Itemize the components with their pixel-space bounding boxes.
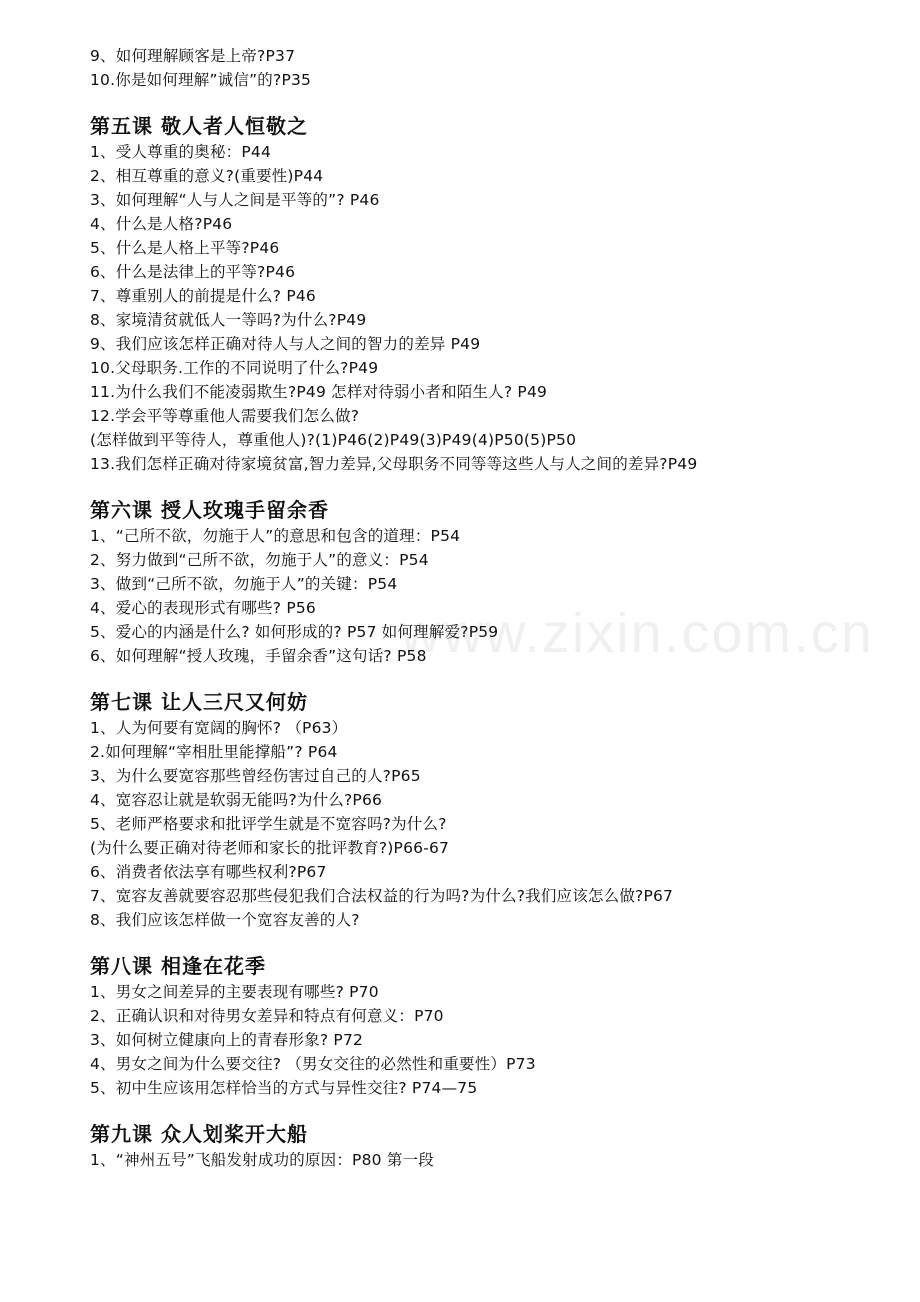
lesson-9-section bbox=[90, 1120, 890, 1172]
list-item: (为什么要正确对待老师和家长的批评教育?)P66-67 bbox=[90, 839, 450, 857]
list-item: 5、什么是人格上平等?P46 bbox=[90, 239, 280, 257]
list-item: 7、宽容友善就要容忍那些侵犯我们合法权益的行为吗?为什么?我们应该怎么做?P67 bbox=[90, 887, 674, 905]
list-item: 5、初中生应该用怎样恰当的方式与异性交往? P74—75 bbox=[90, 1079, 478, 1097]
section-heading: 第五课 敬人者人恒敬之 bbox=[90, 114, 308, 138]
lesson-5-section bbox=[90, 112, 890, 476]
list-item: 5、老师严格要求和批评学生就是不宽容吗?为什么? bbox=[90, 815, 447, 833]
intro-list bbox=[90, 44, 890, 92]
list-item: 10.父母职务.工作的不同说明了什么?P49 bbox=[90, 359, 379, 377]
list-item: 1、“神州五号”飞船发射成功的原因：P80 第一段 bbox=[90, 1151, 434, 1169]
list-item: 1、受人尊重的奥秘：P44 bbox=[90, 143, 272, 161]
list-item: 9、我们应该怎样正确对待人与人之间的智力的差异 P49 bbox=[90, 335, 481, 353]
list-item: 4、爱心的表现形式有哪些? P56 bbox=[90, 599, 316, 617]
list-item: 1、“己所不欲，勿施于人”的意思和包含的道理：P54 bbox=[90, 527, 461, 545]
document-content bbox=[90, 44, 890, 1172]
lesson-8-section bbox=[90, 952, 890, 1100]
list-item: 12.学会平等尊重他人需要我们怎么做? bbox=[90, 407, 360, 425]
list-item: 2、努力做到“己所不欲，勿施于人”的意义：P54 bbox=[90, 551, 429, 569]
section-heading: 第九课 众人划桨开大船 bbox=[90, 1122, 308, 1146]
list-item: 3、做到“己所不欲，勿施于人”的关键：P54 bbox=[90, 575, 398, 593]
list-item: 2、正确认识和对待男女差异和特点有何意义：P70 bbox=[90, 1007, 444, 1025]
watermark: www.zixin.com.cn bbox=[400, 601, 874, 664]
list-item: 1、人为何要有宽阔的胸怀? （P63） bbox=[90, 719, 348, 737]
list-item: 3、如何树立健康向上的青春形象? P72 bbox=[90, 1031, 364, 1049]
list-item: 6、如何理解“授人玫瑰，手留余香”这句话? P58 bbox=[90, 647, 427, 665]
list-item: (怎样做到平等待人，尊重他人)?(1)P46(2)P49(3)P49(4)P50(5)P50 bbox=[90, 431, 577, 449]
list-item: 4、什么是人格?P46 bbox=[90, 215, 233, 233]
lesson-7-section bbox=[90, 688, 890, 932]
list-item: 4、男女之间为什么要交往? （男女交往的必然性和重要性）P73 bbox=[90, 1055, 536, 1073]
list-item: 13.我们怎样正确对待家境贫富,智力差异,父母职务不同等等这些人与人之间的差异?P49 bbox=[90, 455, 698, 473]
list-item: 1、男女之间差异的主要表现有哪些? P70 bbox=[90, 983, 379, 1001]
list-item: 9、如何理解顾客是上帝?P37 bbox=[90, 47, 296, 65]
list-item: 8、家境清贫就低人一等吗?为什么?P49 bbox=[90, 311, 367, 329]
list-item: 6、什么是法律上的平等?P46 bbox=[90, 263, 296, 281]
list-item: 3、如何理解“人与人之间是平等的”? P46 bbox=[90, 191, 380, 209]
list-item: 3、为什么要宽容那些曾经伤害过自己的人?P65 bbox=[90, 767, 421, 785]
section-heading: 第七课 让人三尺又何妨 bbox=[90, 690, 308, 714]
list-item: 6、消费者依法享有哪些权利?P67 bbox=[90, 863, 327, 881]
list-item: 5、爱心的内涵是什么? 如何形成的? P57 如何理解爱?P59 bbox=[90, 623, 499, 641]
list-item: 10.你是如何理解”诚信”的?P35 bbox=[90, 71, 312, 89]
section-heading: 第六课 授人玫瑰手留余香 bbox=[90, 498, 329, 522]
list-item: 4、宽容忍让就是软弱无能吗?为什么?P66 bbox=[90, 791, 383, 809]
list-item: 2、相互尊重的意义?(重要性)P44 bbox=[90, 167, 324, 185]
list-item: 7、尊重别人的前提是什么? P46 bbox=[90, 287, 316, 305]
list-item: 8、我们应该怎样做一个宽容友善的人? bbox=[90, 911, 360, 929]
list-item: 11.为什么我们不能凌弱欺生?P49 怎样对待弱小者和陌生人? P49 bbox=[90, 383, 548, 401]
list-item: 2.如何理解“宰相肚里能撑船”? P64 bbox=[90, 743, 338, 761]
section-heading: 第八课 相逢在花季 bbox=[90, 954, 266, 978]
lesson-6-section bbox=[90, 496, 890, 668]
